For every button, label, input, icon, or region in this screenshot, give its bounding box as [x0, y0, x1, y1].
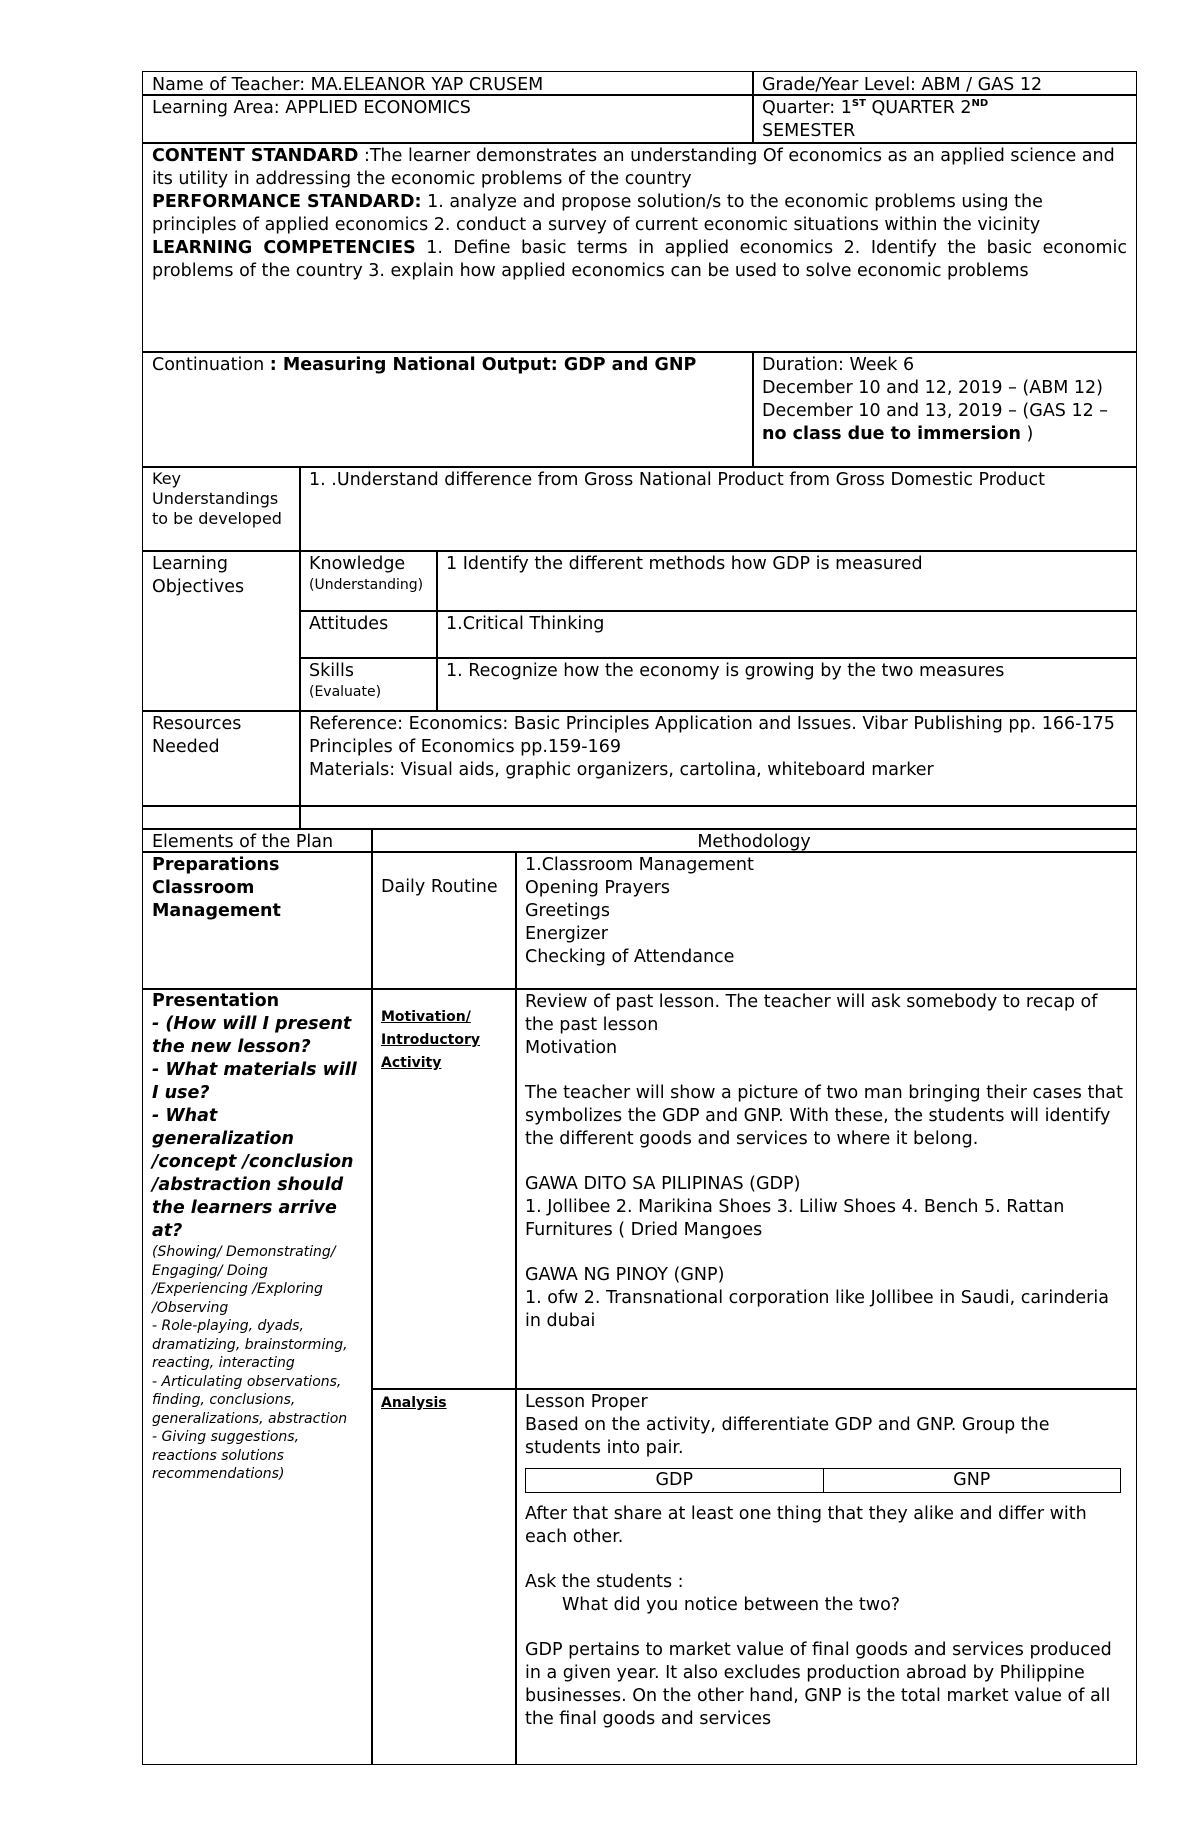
teacher-cell: [142, 71, 754, 96]
presentation-note: - Articulating observations, finding, conclusions, generalizations, abstraction: [152, 1373, 348, 1427]
quarter-sup-st: ST: [851, 98, 866, 109]
routine-list-cell: [515, 851, 1137, 990]
quarter-cell: [752, 94, 1137, 144]
share-text: After that share at least one thing that they alike and differ with each other.: [525, 1504, 1087, 1547]
prep-title: Preparations Classroom Management: [152, 855, 281, 921]
analysis-line: Lesson Proper: [525, 1392, 648, 1412]
presentation-note: - Role-playing, dyads, dramatizing, brainstorming, reacting, interacting: [152, 1318, 348, 1371]
motivation-line: Motivation: [525, 1038, 618, 1058]
presentation-title: Presentation: [152, 991, 280, 1011]
knowledge-label: Knowledge: [309, 554, 406, 574]
gdp-examples: 1. Jollibee 2. Marikina Shoes 3. Liliw Shoes 4. Bench 5. Rattan Furnitures ( Dried Mangoes: [525, 1197, 1065, 1240]
knowledge-text: 1 Identify the different methods how GDP is measured: [446, 554, 923, 574]
presentation-note: - Giving suggestions, reactions solutions recommendations): [152, 1429, 300, 1482]
performance-standard-text: 1. analyze and propose solution/s to the economic problems using the principles of applied economics 2. conduct a survey of current economic situations within the vicinity: [152, 192, 1043, 235]
analysis-label: Analysis: [381, 1395, 447, 1411]
date-gas-note: no class due to immersion: [762, 424, 1021, 444]
routine-item: Greetings: [525, 901, 610, 921]
motivation-paragraph: The teacher will show a picture of two man bringing their cases that symbolizes the GDP and GNP. With these, the students will identify the different goods and services to where it belong.: [525, 1083, 1123, 1149]
knowledge-label-cell: [299, 550, 438, 612]
motivation-line: Review of past lesson. The teacher will ask somebody to recap of the past lesson: [525, 992, 1098, 1035]
analysis-label-cell: [371, 1388, 517, 1765]
skills-text-cell: [436, 657, 1137, 712]
blank-cell-right: [299, 805, 1137, 830]
topic-cell: [142, 351, 754, 468]
teacher-name: Name of Teacher: MA.ELEANOR YAP CRUSEM: [152, 75, 544, 95]
presentation-cell: [142, 988, 373, 1765]
analysis-text-cell: [515, 1388, 1137, 1765]
knowledge-sub: (Understanding): [309, 577, 424, 593]
blank-cell-left: [142, 805, 301, 830]
understandings-text: 1. .Understand difference from Gross National Product from Gross Domestic Product: [309, 470, 1045, 490]
performance-standard-label: PERFORMANCE STANDARD:: [152, 192, 422, 212]
resources-label: Resources Needed: [152, 714, 242, 757]
skills-label: Skills: [309, 661, 354, 681]
understandings-label-cell: [142, 466, 301, 552]
gdp-heading: GAWA DITO SA PILIPINAS (GDP): [525, 1174, 801, 1194]
skills-label-cell: [299, 657, 438, 712]
area-cell: [142, 94, 754, 144]
compare-table: [525, 1468, 1121, 1493]
attitudes-label: Attitudes: [309, 614, 389, 634]
attitudes-text-cell: [436, 610, 1137, 659]
quarter-mid: QUARTER 2: [865, 98, 972, 118]
objectives-label: Learning Objectives: [152, 554, 245, 597]
grade-cell: [752, 71, 1137, 96]
skills-sub: (Evaluate): [309, 684, 382, 700]
question-text: What did you notice between the two?: [562, 1595, 901, 1615]
quarter-semester: SEMESTER: [762, 121, 856, 141]
standards-cell: [142, 142, 1137, 353]
presentation-note: (Showing/ Demonstrating/ Engaging/ Doing /Experiencing /Exploring /Observing: [152, 1244, 336, 1316]
duration: Duration: Week 6: [762, 355, 915, 375]
compare-col-gdp: GDP: [526, 1469, 824, 1492]
quarter-prefix: Quarter: 1: [762, 98, 852, 118]
analysis-line: Based on the activity, differentiate GDP and GNP. Group the students into pair.: [525, 1415, 1050, 1458]
ask-text: Ask the students :: [525, 1572, 684, 1592]
gnp-examples: 1. ofw 2. Transnational corporation like Jollibee in Saudi, carinderia in dubai: [525, 1288, 1109, 1331]
date-gas-prefix: December 10 and 13, 2019 – (GAS 12 –: [762, 401, 1109, 421]
grade-level: Grade/Year Level: ABM / GAS 12: [762, 75, 1043, 95]
duration-cell: [752, 351, 1137, 468]
resources-materials: Materials: Visual aids, graphic organizers, cartolina, whiteboard marker: [309, 760, 934, 780]
content-standard-label: CONTENT STANDARD: [152, 146, 359, 166]
presentation-question: - What generalization /concept /conclusion /abstraction should the learners arrive at?: [152, 1106, 354, 1241]
presentation-question: - (How will I present the new lesson?: [152, 1014, 352, 1057]
daily-routine-cell: [371, 851, 517, 990]
routine-item: Energizer: [525, 924, 608, 944]
compare-col-gnp: GNP: [953, 1470, 991, 1490]
routine-item: Opening Prayers: [525, 878, 670, 898]
understandings-text-cell: [299, 466, 1137, 552]
motivation-label: Motivation/ Introductory Activity: [381, 1009, 481, 1071]
presentation-question: - What materials will I use?: [152, 1060, 357, 1103]
date-gas-suffix: ): [1020, 424, 1034, 444]
knowledge-text-cell: [436, 550, 1137, 612]
routine-item: 1.Classroom Management: [525, 855, 754, 875]
elements-header-cell: [142, 828, 373, 853]
topic-title: : Measuring National Output: GDP and GNP: [269, 355, 697, 375]
quarter-sup-nd: ND: [971, 98, 989, 109]
topic-prefix: Continuation: [152, 355, 270, 375]
understandings-label: Key Understandings to be developed: [152, 469, 282, 528]
motivation-text-cell: [515, 988, 1137, 1390]
gnp-heading: GAWA NG PINOY (GNP): [525, 1265, 725, 1285]
motivation-label-cell: [371, 988, 517, 1390]
methodology-header: Methodology: [697, 832, 811, 852]
objectives-label-cell: [142, 550, 301, 712]
methodology-header-cell: [371, 828, 1137, 853]
attitudes-label-cell: [299, 610, 438, 659]
gdp-definition: GDP pertains to market value of final goods and services produced in a given year. It also excludes production abroad by Philippine businesses. On the other hand, GNP is the total market value of all the final goods and services: [525, 1640, 1112, 1729]
daily-routine-label: Daily Routine: [381, 877, 498, 897]
resources-label-cell: [142, 710, 301, 807]
content-standard-text: :The learner demonstrates an understanding Of economics as an applied science and its utility in addressing the economic problems of the country: [152, 146, 1115, 189]
attitudes-text: 1.Critical Thinking: [446, 614, 605, 634]
skills-text: 1. Recognize how the economy is growing by the two measures: [446, 661, 1005, 681]
competencies-label: LEARNING COMPETENCIES: [152, 238, 416, 258]
learning-area: Learning Area: APPLIED ECONOMICS: [152, 98, 471, 118]
routine-item: Checking of Attendance: [525, 947, 735, 967]
prep-title-cell: [142, 851, 373, 990]
resources-text-cell: [299, 710, 1137, 807]
date-abm: December 10 and 12, 2019 – (ABM 12): [762, 378, 1103, 398]
competencies-text: 1. Define basic terms in applied economics 2. Identify the basic economic problems of the country 3. explain how applied economics can be used to solve economic problems: [152, 238, 1127, 281]
resources-reference: Reference: Economics: Basic Principles Application and Issues. Vibar Publishing pp. 166-175 Principles of Economics pp.159-169: [309, 714, 1115, 757]
elements-header: Elements of the Plan: [152, 832, 334, 852]
